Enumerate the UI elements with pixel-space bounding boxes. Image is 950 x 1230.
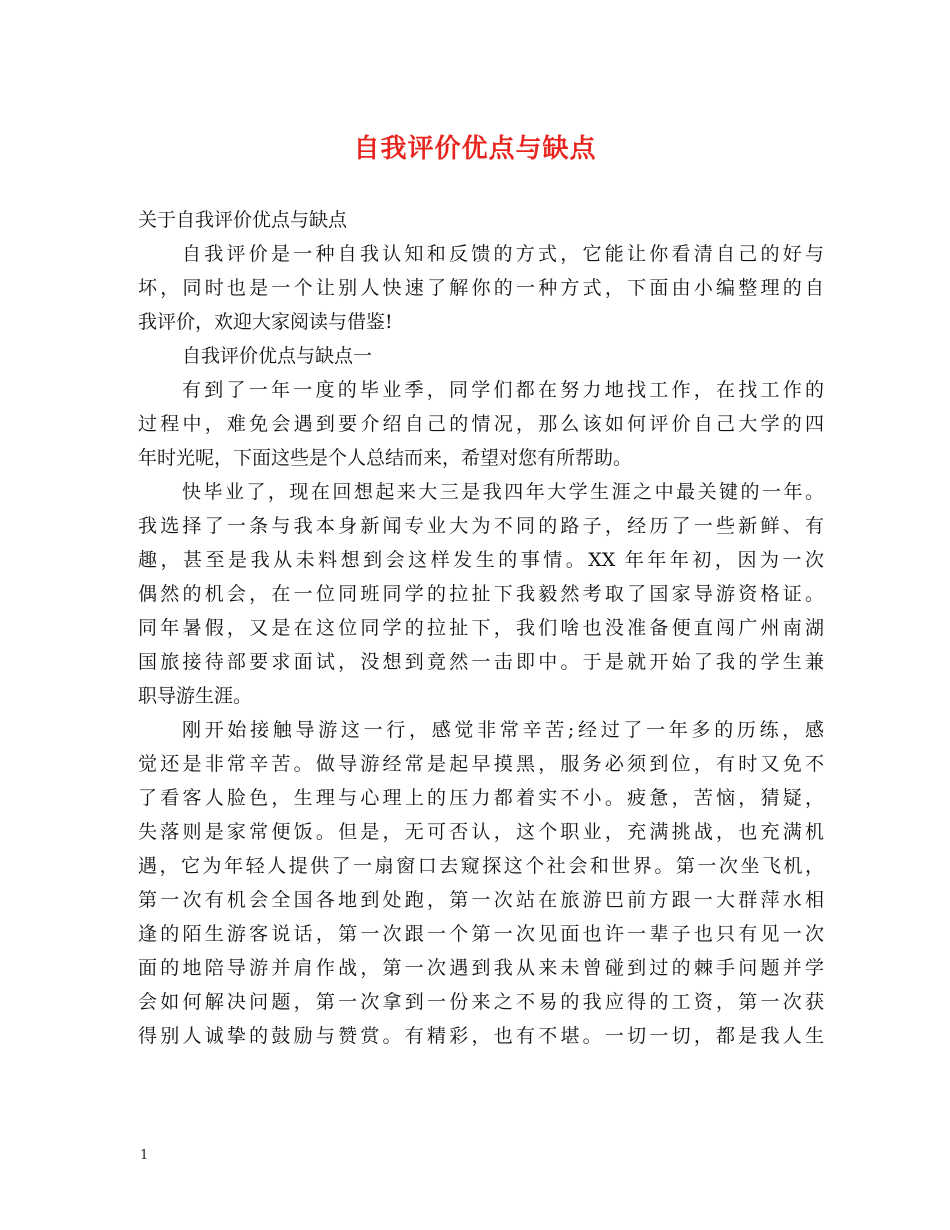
document-line: 我评价，欢迎大家阅读与借鉴!: [138, 311, 393, 333]
document-line: 刚开始接触导游这一行，感觉非常辛苦;经过了一年多的历练，感: [182, 719, 824, 741]
document-line: 了看客人脸色，生理与心理上的压力都着实不小。疲惫，苦恼，猜疑，: [138, 787, 824, 809]
document-line: 年时光呢，下面这些是个人总结而来，希望对您有所帮助。: [138, 447, 633, 469]
document-line: 偶然的机会，在一位同班同学的拉扯下我毅然考取了国家导游资格证。: [138, 583, 824, 605]
document-line: 遇，它为年轻人提供了一扇窗口去窥探这个社会和世界。第一次坐飞机，: [138, 855, 824, 877]
document-line: 第一次有机会全国各地到处跑，第一次站在旅游巴前方跟一大群萍水相: [138, 889, 824, 911]
document-line: 同年暑假，又是在这位同学的拉扯下，我们啥也没准备便直闯广州南湖: [138, 617, 824, 639]
document-line: 坏，同时也是一个让别人快速了解你的一种方式，下面由小编整理的自: [138, 277, 824, 299]
document-line: 失落则是家常便饭。但是，无可否认，这个职业，充满挑战，也充满机: [138, 821, 824, 843]
document-line: 职导游生涯。: [138, 685, 253, 707]
document-line: 会如何解决问题，第一次拿到一份来之不易的我应得的工资，第一次获: [138, 991, 824, 1013]
document-title: 自我评价优点与缺点: [353, 134, 597, 164]
document-line: 得别人诚挚的鼓励与赞赏。有精彩，也有不堪。一切一切，都是我人生: [138, 1025, 824, 1047]
document-line: 自我评价优点与缺点一: [182, 345, 373, 367]
page-number: 1: [140, 1148, 149, 1163]
document-line: 面的地陪导游并肩作战，第一次遇到我从来未曾碰到过的棘手问题并学: [138, 957, 824, 979]
document-line: 关于自我评价优点与缺点: [138, 209, 348, 231]
document-line: 觉还是非常辛苦。做导游经常是起早摸黑，服务必须到位，有时又免不: [138, 753, 824, 775]
document-body: [138, 203, 824, 1053]
document-line: 逢的陌生游客说话，第一次跟一个第一次见面也许一辈子也只有见一次: [138, 923, 824, 945]
document-line: 有到了一年一度的毕业季，同学们都在努力地找工作，在找工作的: [182, 379, 824, 401]
document-line: 我选择了一条与我本身新闻专业大为不同的路子，经历了一些新鲜、有: [138, 515, 824, 537]
document-line: 趣，甚至是我从未料想到会这样发生的事情。XX 年年年初，因为一次: [138, 549, 824, 571]
document-line: 国旅接待部要求面试，没想到竟然一击即中。于是就开始了我的学生兼: [138, 651, 824, 673]
document-line: 快毕业了，现在回想起来大三是我四年大学生涯之中最关键的一年。: [182, 481, 824, 503]
document-line: 过程中，难免会遇到要介绍自己的情况，那么该如何评价自己大学的四: [138, 413, 824, 435]
document-line: 自我评价是一种自我认知和反馈的方式，它能让你看清自己的好与: [182, 243, 824, 265]
